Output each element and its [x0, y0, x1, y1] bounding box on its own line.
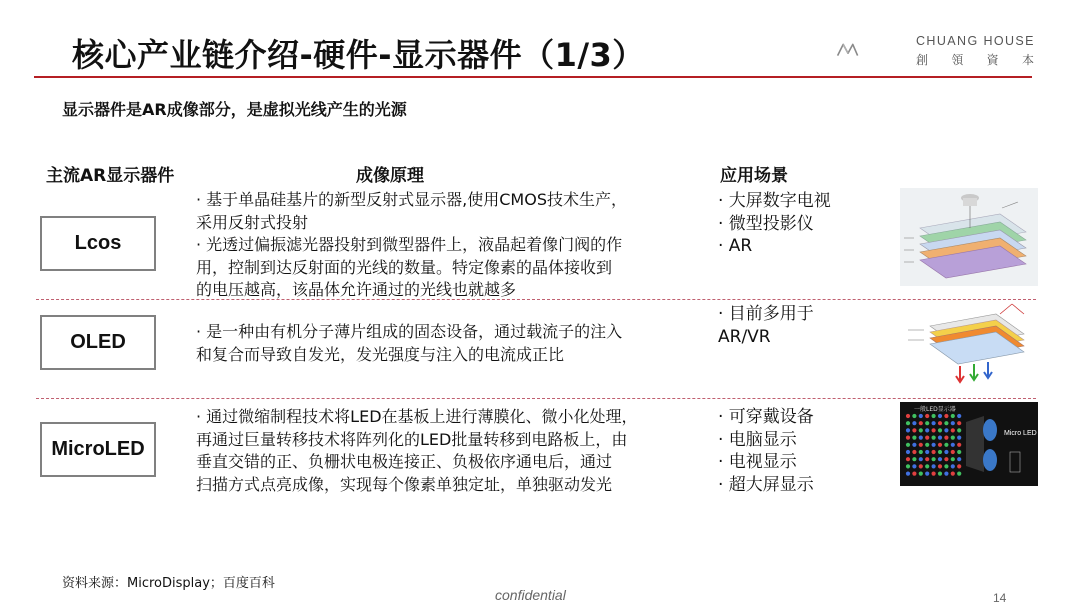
led-dot	[938, 472, 942, 476]
title-rule	[34, 76, 1032, 78]
chuang-house-logo-icon	[836, 28, 916, 72]
led-dot	[919, 436, 923, 440]
led-dot	[912, 472, 916, 476]
application-item: · 电视显示	[718, 452, 797, 472]
confidential-mark: confidential	[495, 587, 566, 603]
led-dot	[957, 421, 961, 425]
logo-english: CHUANG HOUSE	[916, 34, 1035, 48]
led-dot	[944, 450, 948, 454]
logo-char: 領	[951, 53, 964, 67]
led-dot	[906, 457, 910, 461]
page-number: 14	[993, 591, 1007, 605]
application-item: · AR	[718, 236, 753, 256]
led-dot	[944, 428, 948, 432]
microled-image-caption: 一般LED显示器	[914, 406, 956, 413]
led-dot	[951, 414, 955, 418]
led-dot	[932, 428, 936, 432]
led-dot	[938, 443, 942, 447]
led-dot	[944, 464, 948, 468]
led-dot	[957, 414, 961, 418]
led-dot	[951, 450, 955, 454]
led-dot	[919, 457, 923, 461]
led-dot	[932, 464, 936, 468]
led-dot	[932, 457, 936, 461]
led-dot	[912, 457, 916, 461]
led-dot	[925, 457, 929, 461]
microled-image-label: Micro LED	[1004, 430, 1037, 437]
principle-line: · 基于单晶硅基片的新型反射式显示器,使用CMOS技术生产，	[196, 190, 627, 209]
microled-comparison-image	[900, 402, 1038, 486]
led-dot	[932, 472, 936, 476]
led-dot	[951, 436, 955, 440]
led-dot	[932, 421, 936, 425]
logo-char: 資	[986, 53, 999, 67]
led-dot	[957, 443, 961, 447]
led-dot	[925, 472, 929, 476]
principle-lcos	[196, 189, 696, 302]
led-dot	[957, 450, 961, 454]
led-dot	[925, 464, 929, 468]
led-dot	[919, 472, 923, 476]
principle-line: 采用反射式投射	[196, 212, 309, 232]
led-dot	[912, 436, 916, 440]
led-dot	[938, 421, 942, 425]
led-dot	[957, 457, 961, 461]
lcos-structure-diagram	[900, 188, 1038, 286]
application-item: AR/VR	[718, 326, 771, 347]
led-dot	[912, 428, 916, 432]
led-dot	[957, 428, 961, 432]
principle-line: 扫描方式点亮成像，实现每个像素单独定址，单独驱动发光	[196, 474, 613, 494]
device-box-lcos: Lcos	[40, 216, 156, 271]
led-dot	[951, 457, 955, 461]
led-dot	[912, 464, 916, 468]
led-dot	[925, 436, 929, 440]
led-dot	[938, 450, 942, 454]
led-dot	[906, 443, 910, 447]
led-dot	[906, 450, 910, 454]
principle-microled	[196, 406, 696, 496]
led-dot	[951, 443, 955, 447]
principle-line: 用，控制到达反射面的光线的数量。特定像素的晶体接收到	[196, 257, 613, 277]
led-dot	[951, 421, 955, 425]
led-dot	[906, 472, 910, 476]
principle-line: 的电压越高，该晶体允许通过的光线也就越多	[196, 280, 517, 299]
led-dot	[925, 450, 929, 454]
led-dot	[919, 450, 923, 454]
source-note: 资料来源：MicroDisplay；百度百科	[62, 576, 275, 591]
logo-char: 本	[1021, 53, 1034, 67]
device-box-oled: OLED	[40, 315, 156, 370]
application-item: · 目前多用于	[718, 304, 814, 324]
led-dot	[906, 421, 910, 425]
principle-line: 再通过巨量转移技术将阵列化的LED批量转移到电路板上，由	[196, 429, 628, 449]
led-dot	[919, 414, 923, 418]
led-dot	[938, 414, 942, 418]
led-dot	[906, 428, 910, 432]
led-dot	[944, 436, 948, 440]
led-dot	[906, 464, 910, 468]
led-dot	[932, 436, 936, 440]
led-dot	[957, 464, 961, 468]
row-divider	[36, 398, 1036, 399]
applications-microled	[718, 406, 814, 496]
column-header-principle: 成像原理	[356, 166, 424, 186]
logo-char: 創	[916, 53, 929, 67]
application-item: · 超大屏显示	[718, 474, 814, 495]
led-dot	[938, 464, 942, 468]
principle-line: 和复合而导致自发光，发光强度与注入的电流成正比	[196, 344, 565, 364]
led-dot	[938, 428, 942, 432]
application-item: · 可穿戴设备	[718, 407, 814, 427]
led-dot	[938, 457, 942, 461]
led-dot	[912, 421, 916, 425]
led-dot	[938, 436, 942, 440]
led-dot	[932, 414, 936, 418]
led-dot	[957, 472, 961, 476]
principle-line: 垂直交错的正、负栅状电极连接正、负极依序通电后，通过	[196, 452, 613, 471]
led-dot	[951, 428, 955, 432]
led-dot	[912, 443, 916, 447]
led-dot	[944, 457, 948, 461]
led-dot	[919, 443, 923, 447]
application-item: · 电脑显示	[718, 429, 797, 450]
column-header-application: 应用场景	[720, 166, 788, 186]
subtitle: 显示器件是AR成像部分，是虚拟光线产生的光源	[62, 100, 407, 119]
led-dot	[957, 436, 961, 440]
application-item: · 微型投影仪	[718, 213, 814, 234]
application-item: · 大屏数字电视	[718, 191, 831, 211]
led-dot	[925, 443, 929, 447]
led-dot	[944, 472, 948, 476]
led-dot	[919, 421, 923, 425]
led-dot	[951, 472, 955, 476]
device-box-microled: MicroLED	[40, 422, 156, 477]
applications-oled	[718, 303, 814, 348]
led-dot	[925, 414, 929, 418]
logo-chinese	[916, 51, 1034, 68]
led-dot	[932, 443, 936, 447]
principle-line: · 通过微缩制程技术将LED在基板上进行薄膜化、微小化处理，	[196, 407, 638, 426]
led-dot	[919, 464, 923, 468]
led-dot	[944, 421, 948, 425]
led-grid-icon	[900, 402, 1038, 486]
principle-line: · 是一种由有机分子薄片组成的固态设备，通过载流子的注入	[196, 322, 623, 341]
applications-lcos	[718, 190, 831, 258]
led-dot	[912, 450, 916, 454]
led-dot	[925, 428, 929, 432]
oled-structure-diagram	[900, 300, 1038, 388]
led-dot	[944, 443, 948, 447]
column-header-device: 主流AR显示器件	[46, 166, 175, 186]
led-dot	[906, 436, 910, 440]
page-title: 核心产业链介绍-硬件-显示器件（1/3）	[72, 36, 645, 74]
principle-line: · 光透过偏振滤光器投射到微型器件上，液晶起着像门阀的作	[196, 235, 623, 254]
led-dot	[932, 450, 936, 454]
principle-oled	[196, 321, 696, 366]
led-dot	[912, 414, 916, 418]
led-dot	[906, 414, 910, 418]
led-dot	[951, 464, 955, 468]
led-dot	[944, 414, 948, 418]
led-dot	[919, 428, 923, 432]
row-divider	[36, 299, 1036, 300]
led-dot	[925, 421, 929, 425]
